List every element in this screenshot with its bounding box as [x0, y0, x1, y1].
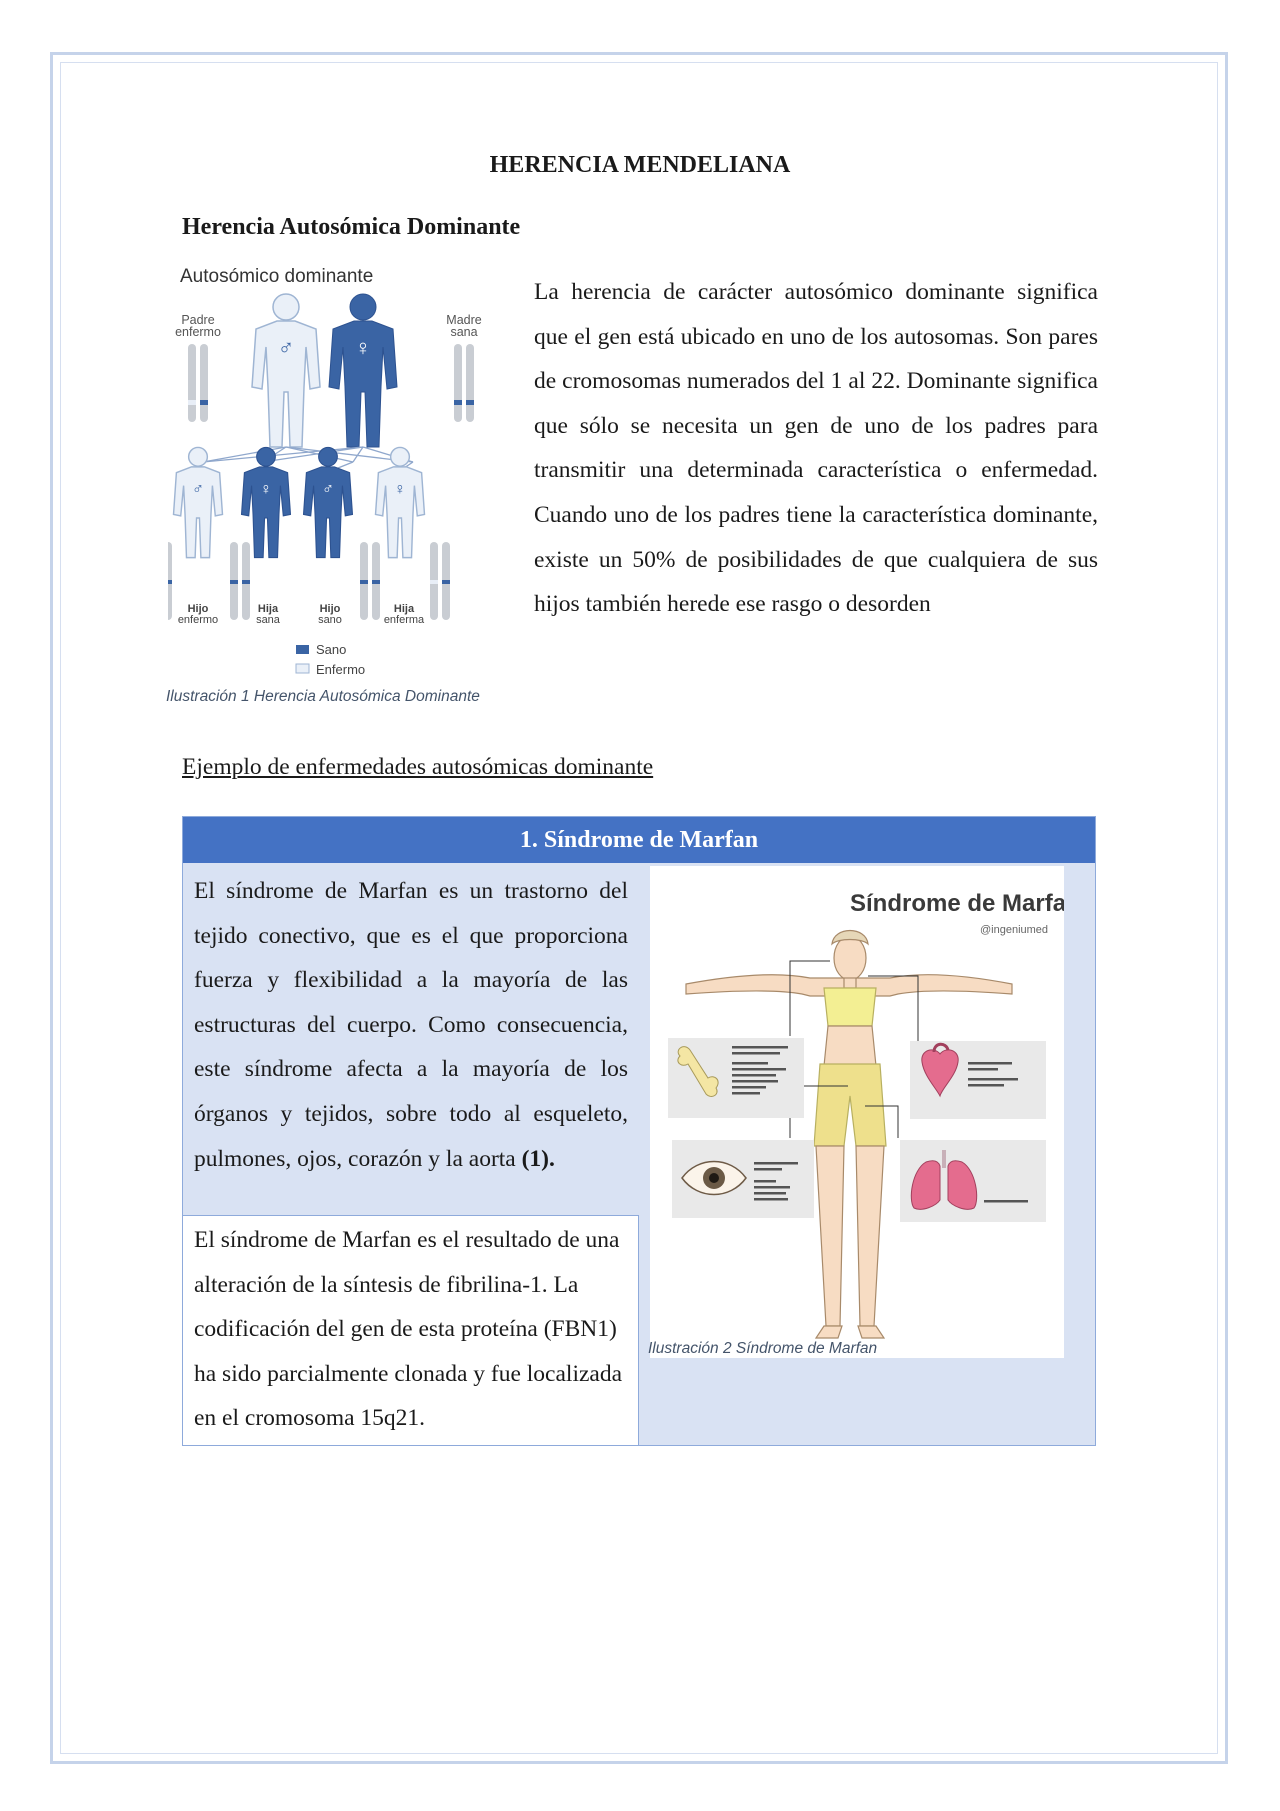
child-label-line2: enfermo [177, 614, 219, 626]
table-cell-genetics: El síndrome de Marfan es el resultado de una alteración de la síntesis de fibrilina-1. La codificación del gen de esta proteína (FBN1) ha sido parcialmente clonada y fue localizada en el cromosoma 15q21. [183, 1215, 639, 1445]
child-label-line1: Hija [257, 603, 279, 615]
mother-label-line1: Madre [446, 313, 482, 327]
mother-label-line2: sana [450, 325, 478, 339]
mother-chromosomes [454, 344, 474, 422]
inheritance-lines [198, 447, 413, 472]
child-label-line1: Hijo [187, 603, 209, 615]
section-heading: Herencia Autosómica Dominante [182, 214, 521, 240]
male-symbol-icon: ♂ [192, 481, 204, 498]
father-label-line1: Padre [181, 313, 215, 327]
legend-sick-swatch [296, 664, 309, 673]
female-symbol-icon: ♀ [260, 481, 272, 498]
child-label-line2: sana [256, 614, 280, 626]
description-text: El síndrome de Marfan es un trastorno del tejido conectivo, que es el que proporciona fuerza y flexibilidad a la mayoría de las estructuras del cuerpo. Como consecuencia, este síndrome afecta a la mayoría de los órganos y tejidos, sobre todo al esqueleto, pulmones, ojos, corazón y la aorta [194, 878, 628, 1172]
figure2-handle: @ingeniumed [980, 924, 1049, 936]
examples-heading: Ejemplo de enfermedades autosómicas dominante [182, 754, 654, 780]
child-figure [242, 447, 291, 557]
pedigree-figure [168, 262, 518, 680]
father-chromosomes [188, 344, 208, 422]
marfan-figure [650, 866, 1064, 1358]
lung-panel [900, 1140, 1046, 1222]
figure2-caption: Ilustración 2 Síndrome de Marfan [648, 1340, 878, 1357]
child-figure [174, 447, 223, 557]
table-header: 1. Síndrome de Marfan [183, 817, 1095, 863]
child-label-line1: Hijo [319, 603, 341, 615]
child-label-line2: enferma [383, 614, 425, 626]
female-symbol-icon: ♀ [394, 481, 406, 498]
legend-healthy-swatch [296, 645, 309, 654]
child-label-line2: sano [318, 614, 342, 626]
child-figure [376, 447, 425, 557]
male-symbol-icon: ♂ [322, 481, 334, 498]
intro-paragraph: La herencia de carácter autosómico dominante significa que el gen está ubicado en uno de los autosomas. Son pares de cromosomas numerados del 1 al 22. Dominante significa que sólo se necesita un gen de uno de los padres para transmitir una determinada característica o enfermedad. Cuando uno de los padres tiene la característica dominante, existe un 50% de posibilidades de que cualquiera de sus hijos también herede ese rasgo o desorden [534, 279, 1098, 618]
father-label-line2: enfermo [175, 325, 221, 339]
female-symbol-icon: ♀ [354, 335, 372, 360]
figure2-title: Síndrome de Marfan [850, 890, 1064, 917]
reference-citation: (1). [521, 1145, 555, 1172]
bone-panel [668, 1038, 804, 1118]
table-cell-description [183, 863, 639, 1214]
figure1-title: Autosómico dominante [180, 266, 374, 287]
legend-healthy-label: Sano [316, 642, 347, 657]
page-title: HERENCIA MENDELIANA [489, 152, 791, 178]
figure1-caption: Ilustración 1 Herencia Autosómica Dominante [166, 688, 480, 705]
mother-figure [329, 294, 397, 447]
eye-panel [672, 1140, 814, 1218]
heart-panel [910, 1041, 1046, 1119]
child-figure [304, 447, 353, 557]
male-symbol-icon: ♂ [277, 335, 295, 360]
body-figure [686, 931, 1012, 1339]
father-figure [252, 294, 320, 447]
legend-sick-label: Enfermo [316, 662, 366, 677]
child-label-line1: Hija [393, 603, 415, 615]
